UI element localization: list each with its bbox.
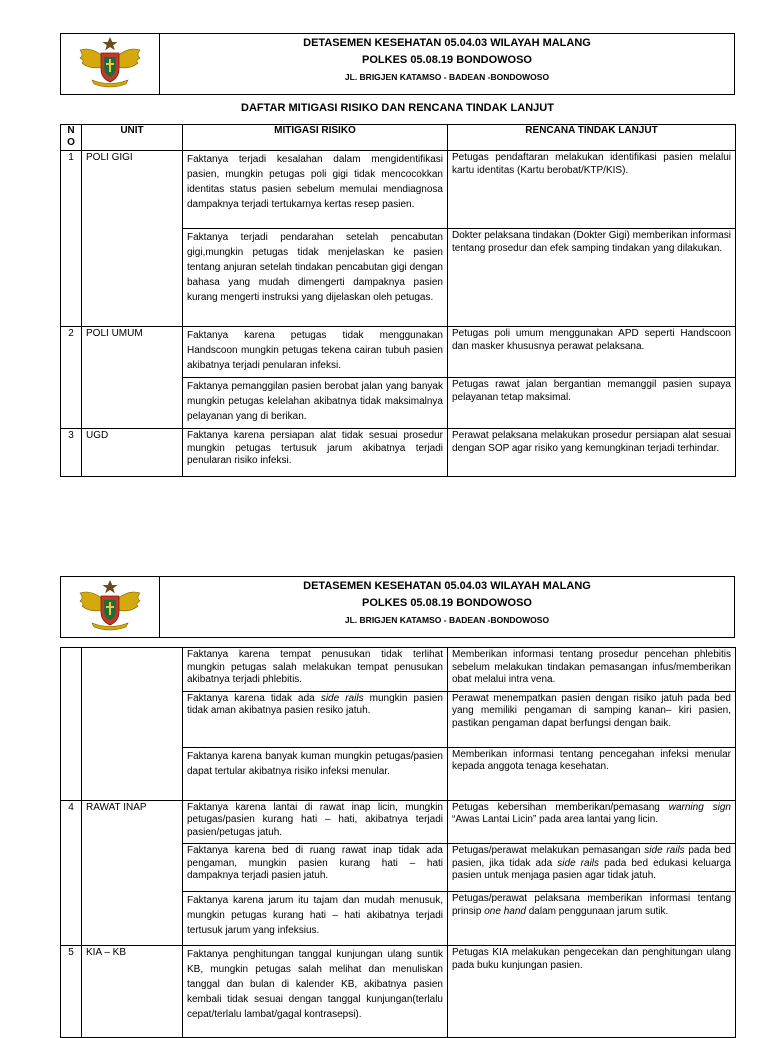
row-mitigasi: Faktanya karena lantai di rawat inap licin, mungkin petugas/pasien kurang hati – hati, akibatnya terjadi pasien/petugas jatuh. <box>183 800 448 844</box>
logo-cell <box>61 34 160 94</box>
row-unit: RAWAT INAP <box>82 800 183 946</box>
table-row <box>61 429 736 477</box>
col-header-no: N O <box>61 125 82 151</box>
letterhead-text <box>160 34 734 94</box>
unit-name: POLKES 05.08.19 BONDOWOSO <box>362 597 532 609</box>
row-rencana: Perawat pelaksana melakukan prosedur persiapan alat sesuai dengan SOP agar risiko yang kemungkinan terjadi terhindar. <box>448 429 736 477</box>
col-header-unit: UNIT <box>82 125 183 151</box>
col-header-mitigasi: MITIGASI RISIKO <box>183 125 448 151</box>
document-title: DAFTAR MITIGASI RISIKO DAN RENCANA TINDAK LANJUT <box>241 102 554 114</box>
row-mitigasi: Faktanya karena jarum itu tajam dan mudah menusuk, mungkin petugas kurang hati – hati akibatnya terjadi tertusuk jarum yang infeksius. <box>183 892 448 946</box>
institution-name: DETASEMEN KESEHATAN 05.04.03 WILAYAH MALANG <box>303 580 591 592</box>
row-unit: UGD <box>82 429 183 477</box>
row-number: 2 <box>61 327 82 429</box>
address: JL. BRIGJEN KATAMSO - BADEAN -BONDOWOSO <box>344 615 550 625</box>
row-number <box>61 648 82 801</box>
row-number: 4 <box>61 800 82 946</box>
emblem-logo-icon <box>74 36 146 92</box>
row-mitigasi: Faktanya terjadi pendarahan setelah pencabutan gigi,mungkin petugas tidak menjelaskan ke pasien tentang anjuran setelah tindakan pencabutan gigi dengan bahasa yang mudah dimengerti dampaknya pasien kurang mengerti instruksi yang dijelaskan oleh petugas. <box>183 229 448 327</box>
letterhead <box>60 33 735 95</box>
row-unit <box>82 648 183 801</box>
row-rencana: Memberikan informasi tentang pencegahan infeksi menular kepada anggota tenaga kesehatan. <box>448 747 736 800</box>
row-unit: POLI GIGI <box>82 151 183 327</box>
row-mitigasi: Faktanya karena banyak kuman mungkin petugas/pasien dapat tertular akibatnya risiko infeksi menular. <box>183 747 448 800</box>
row-rencana: Petugas poli umum menggunakan APD seperti Handscoon dan masker khususnya perawat pelaksana. <box>448 327 736 378</box>
row-mitigasi: Faktanya penghitungan tanggal kunjungan ulang suntik KB, mungkin petugas salah melihat dan menuliskan tanggal dan bulan di kalender KB, akibatnya pasien kembali tidak sesuai dengan tanggal kunjungan(terlalu cepat/terlalu lambat/gagal kontrasepsi). <box>183 946 448 1038</box>
row-rencana: Petugas/perawat melakukan pemasangan side rails pada bed pasien, jika tidak ada side rails pada bed edukasi keluarga pasien untuk menjaga pasien agar tidak jatuh. <box>448 844 736 892</box>
row-mitigasi: Faktanya karena persiapan alat tidak sesuai prosedur mungkin petugas tertusuk jarum akibatnya terjadi penularan risiko infeksi. <box>183 429 448 477</box>
table-row <box>61 648 736 692</box>
risk-table-page-1 <box>60 124 736 477</box>
row-rencana: Petugas/perawat pelaksana memberikan informasi tentang prinsip one hand dalam penggunaan jarum sutik. <box>448 892 736 946</box>
row-mitigasi: Faktanya pemanggilan pasien berobat jalan yang banyak mungkin petugas kelelahan akibatnya tidak maksimalnya pelayanan yang di berikan. <box>183 378 448 429</box>
letterhead-text <box>160 577 734 637</box>
letterhead <box>60 576 735 638</box>
table-row <box>61 151 736 229</box>
row-number: 5 <box>61 946 82 1038</box>
row-mitigasi: Faktanya karena tempat penusukan tidak terlihat mungkin petugas salah melakukan tempat penusukan akibatnya terjadi phlebitis. <box>183 648 448 692</box>
unit-name: POLKES 05.08.19 BONDOWOSO <box>362 54 532 66</box>
row-mitigasi: Faktanya karena bed di ruang rawat inap tidak ada pengaman, mungkin pasien kurang hati – hati dampaknya terjadi pasien jatuh. <box>183 844 448 892</box>
emblem-logo-icon <box>74 579 146 635</box>
row-rencana: Petugas pendaftaran melakukan identifikasi pasien melalui kartu identitas (Kartu berobat/KTP/KIS). <box>448 151 736 229</box>
logo-cell <box>61 577 160 637</box>
row-rencana: Perawat menempatkan pasien dengan risiko jatuh pada bed yang memiliki pengaman di samping kanan– kiri pasien, pastikan pengaman dapat berfungsi dengan baik. <box>448 691 736 747</box>
risk-table-page-2 <box>60 647 736 1038</box>
table-row <box>61 800 736 844</box>
row-mitigasi: Faktanya karena tidak ada side rails mungkin pasien tidak aman akibatnya pasien resiko jatuh. <box>183 691 448 747</box>
row-unit: KIA – KB <box>82 946 183 1038</box>
row-number: 3 <box>61 429 82 477</box>
table-row <box>61 327 736 378</box>
row-rencana: Petugas kebersihan memberikan/pemasang warning sign “Awas Lantai Licin” pada area lantai yang licin. <box>448 800 736 844</box>
row-rencana: Petugas rawat jalan bergantian memanggil pasien supaya pelayanan tetap maksimal. <box>448 378 736 429</box>
row-number: 1 <box>61 151 82 327</box>
col-header-rencana: RENCANA TINDAK LANJUT <box>448 125 736 151</box>
row-rencana: Dokter pelaksana tindakan (Dokter Gigi) memberikan informasi tentang prosedur dan efek samping tindakan yang dilakukan. <box>448 229 736 327</box>
row-rencana: Petugas KIA melakukan pengecekan dan penghitungan ulang pada buku kunjungan pasien. <box>448 946 736 1038</box>
table-header-row <box>61 125 736 151</box>
row-rencana: Memberikan informasi tentang prosedur pencehan phlebitis sebelum melakukan tindakan pemasangan infus/memberikan obat melalui intra vena. <box>448 648 736 692</box>
row-mitigasi: Faktanya terjadi kesalahan dalam mengidentifikasi pasien, mungkin petugas poli gigi tidak mencocokkan identitas status pasien sebelum memulai mendiagnosa dampaknya terjadi tertukarnya kertas resep pasien. <box>183 151 448 229</box>
institution-name: DETASEMEN KESEHATAN 05.04.03 WILAYAH MALANG <box>303 37 591 49</box>
row-mitigasi: Faktanya karena petugas tidak menggunakan Handscoon mungkin petugas tekena cairan tubuh pasien akibatnya terjadi penularan infeksi. <box>183 327 448 378</box>
row-unit: POLI UMUM <box>82 327 183 429</box>
address: JL. BRIGJEN KATAMSO - BADEAN -BONDOWOSO <box>344 72 550 82</box>
